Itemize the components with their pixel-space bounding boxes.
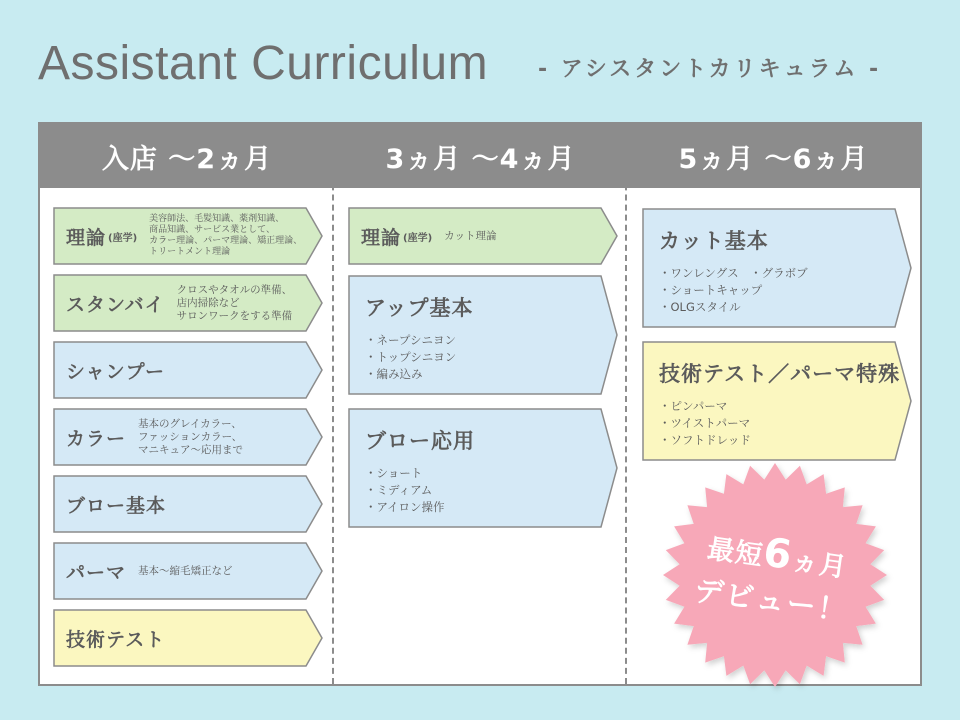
step-bullets: ・ピンパーマ ・ツイストパーマ ・ソフトドレッド bbox=[659, 399, 751, 447]
step-cut-basic bbox=[643, 209, 911, 327]
column-divider bbox=[625, 124, 627, 684]
step-label: パーマ bbox=[66, 561, 127, 584]
step-note: 基本のグレイカラー、 ファッションカラー、 マニキュア〜応用まで bbox=[138, 417, 244, 456]
step-sublabel: (座学) bbox=[403, 232, 433, 244]
step-color bbox=[54, 409, 322, 465]
page-title: Assistant Curriculum bbox=[38, 37, 489, 90]
step-perm bbox=[54, 543, 322, 599]
step-label: 理論 bbox=[361, 226, 402, 249]
step-note: クロスやタオルの準備、 店内掃除など サロンワークをする準備 bbox=[176, 283, 293, 322]
page-subtitle: - アシスタントカリキュラム - bbox=[538, 57, 882, 82]
step-note: 基本〜縮毛矯正など bbox=[138, 564, 233, 577]
step-label: カラー bbox=[66, 427, 127, 450]
step-updo-basic bbox=[349, 276, 617, 394]
step-bullets: ・ワンレングス ・グラボブ ・ショートキャップ ・OLGスタイル bbox=[659, 266, 808, 314]
step-blow-basic bbox=[54, 476, 322, 532]
step-shampoo bbox=[54, 342, 322, 398]
step-label: 技術テスト／パーマ特殊 bbox=[659, 362, 901, 386]
column-divider bbox=[332, 124, 334, 684]
step-label: カット基本 bbox=[659, 229, 769, 253]
step-bullets: ・ショート ・ミディアム ・アイロン操作 bbox=[365, 466, 445, 514]
step-note: 美容師法、毛髪知識、薬剤知識、 商品知識、サービス業として、 カラー理論、パーマ理論、矯正理論、 トリートメント理論 bbox=[149, 214, 303, 257]
step-label: 技術テスト bbox=[66, 628, 166, 651]
step-label: 理論 bbox=[66, 226, 107, 249]
step-label: スタンバイ bbox=[66, 293, 165, 316]
step-note: カット理論 bbox=[444, 229, 497, 242]
badge-line-2: デビュー！ bbox=[692, 572, 851, 628]
badge-line-1: 最短6ヵ月 bbox=[705, 528, 850, 584]
step-cut-theory bbox=[349, 208, 617, 264]
step-standby bbox=[54, 275, 322, 331]
column-header-3: 5ヵ月 〜6ヵ月 bbox=[627, 124, 920, 188]
debut-badge bbox=[655, 455, 895, 695]
step-theory bbox=[54, 208, 322, 264]
step-bullets: ・ネープシニヨン ・トップシニヨン ・編み込み bbox=[365, 333, 457, 381]
step-label: アップ基本 bbox=[365, 296, 474, 320]
step-sublabel: (座学) bbox=[108, 232, 138, 244]
column-header-1: 入店 〜2ヵ月 bbox=[40, 124, 334, 188]
badge-text bbox=[639, 439, 910, 710]
step-label: シャンプー bbox=[66, 360, 166, 383]
step-label: ブロー応用 bbox=[365, 429, 475, 453]
step-label: ブロー基本 bbox=[66, 494, 167, 517]
step-tech-test bbox=[54, 610, 322, 666]
step-blow-advanced bbox=[349, 409, 617, 527]
column-header-2: 3ヵ月 〜4ヵ月 bbox=[334, 124, 627, 188]
